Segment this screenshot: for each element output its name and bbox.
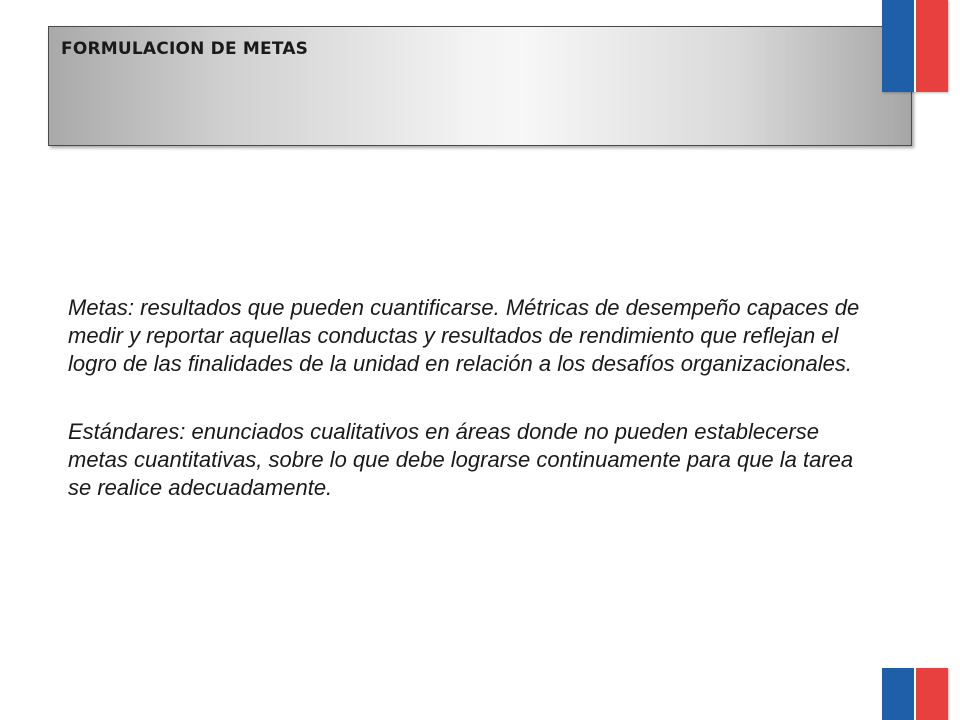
flag-blue-stripe (882, 668, 914, 720)
title-banner (48, 26, 912, 146)
flag-accent-top (882, 0, 948, 92)
paragraph-estandares: Estándares: enunciados cualitativos en áreas donde no pueden establecerse metas cuantitativas, sobre lo que debe lograrse continuamente para que la tarea se realice adecuadamente. (68, 419, 854, 500)
flag-red-stripe (916, 668, 948, 720)
paragraph-metas: Metas: resultados que pueden cuantificarse. Métricas de desempeño capaces de medir y reportar aquellas conductas y resultados de rendimiento que reflejan el logro de las finalidades de la unidad en relación a los desafíos organizacionales. (68, 295, 860, 376)
flag-accent-bottom (882, 668, 948, 720)
slide-body (68, 294, 868, 502)
slide-title: FORMULACION DE METAS (61, 39, 309, 59)
flag-blue-stripe (882, 0, 914, 92)
flag-red-stripe (916, 0, 948, 92)
